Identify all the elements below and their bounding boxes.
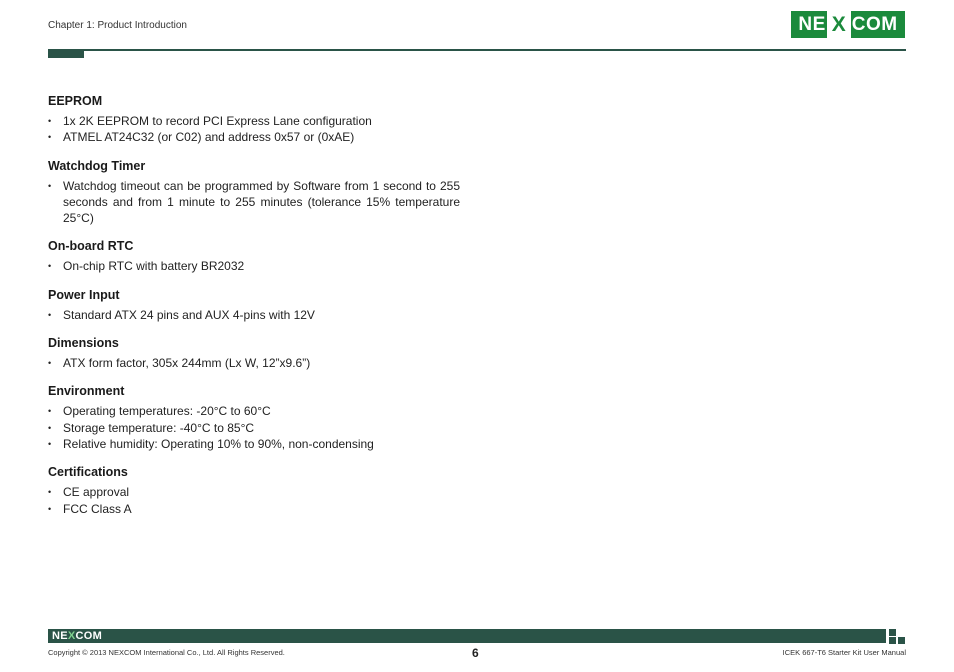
- manual-title: ICEK 667-T6 Starter Kit User Manual: [782, 648, 906, 657]
- list-item: • ATMEL AT24C32 (or C02) and address 0x57 or (0xAE): [48, 129, 460, 145]
- bullet-list: [48, 484, 460, 517]
- section-heading: Environment: [48, 384, 125, 399]
- section-heading: Dimensions: [48, 336, 119, 351]
- section-heading: Watchdog Timer: [48, 158, 146, 173]
- header-rule: [48, 49, 906, 51]
- list-item: • Watchdog timeout can be programmed by Software from 1 second to 255 seconds and from 1 minute to 255 minutes (tolerance 15% temperature 25°C): [48, 178, 460, 227]
- spec-section: [48, 335, 460, 371]
- bullet-list: [48, 178, 460, 227]
- list-item: • Standard ATX 24 pins and AUX 4-pins with 12V: [48, 307, 460, 323]
- footer-logo-x: X: [67, 630, 76, 642]
- section-heading: EEPROM: [48, 94, 103, 108]
- list-item: • CE approval: [48, 484, 460, 500]
- footer-nexcom-logo: [52, 630, 102, 642]
- list-item: • ATX form factor, 305x 244mm (Lx W, 12”x9.6”): [48, 355, 460, 371]
- spec-section: [48, 287, 460, 323]
- list-item: • On-chip RTC with battery BR2032: [48, 258, 460, 274]
- bullet-list: [48, 113, 460, 146]
- footer-logo-left: NE: [52, 630, 68, 642]
- chapter-title: Chapter 1: Product Introduction: [48, 20, 187, 31]
- footer-squares-icon: [889, 629, 907, 645]
- spec-section: [48, 464, 460, 517]
- logo-x-mark: X: [827, 11, 851, 38]
- page-number: 6: [472, 646, 479, 660]
- spec-section: [48, 158, 460, 227]
- list-item: • Relative humidity: Operating 10% to 90%, non-condensing: [48, 436, 460, 452]
- bullet-list: [48, 403, 460, 452]
- logo-text-left: NE: [798, 13, 826, 35]
- list-item: • Operating temperatures: -20°C to 60°C: [48, 403, 460, 419]
- spec-section: [48, 383, 460, 452]
- list-item: • FCC Class A: [48, 501, 460, 517]
- spec-section: [48, 93, 460, 146]
- spec-content: [48, 93, 460, 529]
- spec-section: [48, 238, 460, 274]
- header-rule-tab: [48, 51, 84, 58]
- footer-bar: [48, 629, 886, 643]
- bullet-list: [48, 355, 460, 371]
- bullet-list: [48, 258, 460, 274]
- section-heading: Power Input: [48, 287, 120, 302]
- section-heading: Certifications: [48, 465, 128, 480]
- copyright-text: Copyright © 2013 NEXCOM International Co., Ltd. All Rights Reserved.: [48, 648, 285, 657]
- list-item: • Storage temperature: -40°C to 85°C: [48, 420, 460, 436]
- section-heading: On-board RTC: [48, 239, 134, 254]
- nexcom-logo: [791, 11, 905, 38]
- list-item: • 1x 2K EEPROM to record PCI Express Lane configuration: [48, 113, 460, 129]
- logo-text-right: COM: [851, 13, 898, 35]
- bullet-list: [48, 307, 460, 323]
- footer-logo-right: COM: [75, 630, 103, 642]
